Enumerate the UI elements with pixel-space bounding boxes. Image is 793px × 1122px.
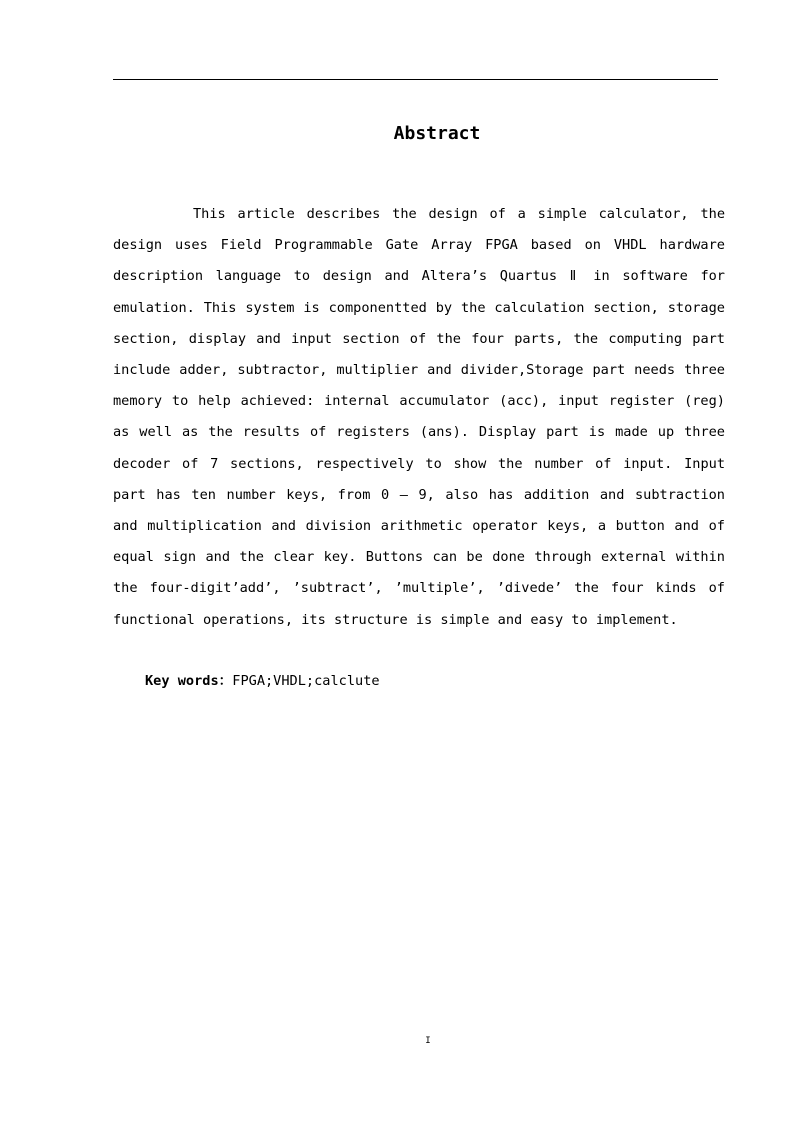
keywords-label: Key words： <box>145 673 233 689</box>
abstract-body: This article describes the design of a simple calculator, the design uses Field Programmable Gate Array FPGA based on VHDL hardware description language to design and Altera’s Quartus Ⅱ in software for emulation. This system is componentted by the calculation section, storage section, display and input section of the four parts, the computing part include adder, subtractor, multiplier and divider,Storage part needs three memory to help achieved: internal accumulator (acc), input register (reg) as well as the results of registers (ans). Display part is made up three decoder of 7 sections, respectively to show the number of input. Input part has ten number keys, from 0 – 9, also has addition and subtraction and multiplication and division arithmetic operator keys, a button and of equal sign and the clear key. Buttons can be done through external within the four-digit’add’, ’subtract’, ’multiple’, ’divede’ the four kinds of functional operations, its structure is simple and easy to implement. <box>113 206 725 628</box>
keywords-value: FPGA;VHDL;calclute <box>232 673 380 689</box>
page-title: Abstract <box>393 123 481 144</box>
keywords-line <box>145 670 380 692</box>
header-rule <box>113 79 718 80</box>
page-number: I <box>425 1036 431 1046</box>
